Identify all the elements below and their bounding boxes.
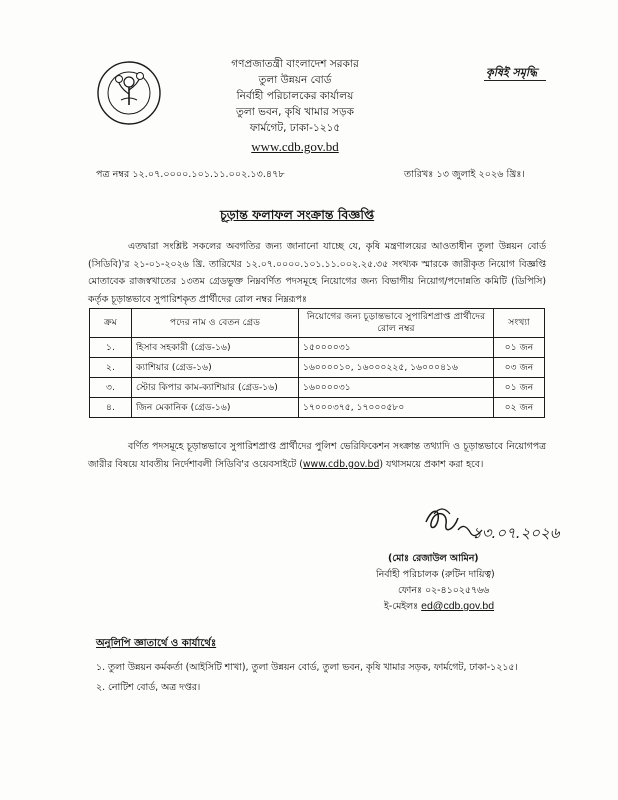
closing-paragraph <box>88 438 546 473</box>
header-count: সংখ্যা <box>494 309 545 338</box>
signatory-phone: ফোনঃ ০২-৪১০২৫৭৬৬ <box>398 585 490 596</box>
row-roll-numbers: ১৭০০০৩৭৫, ১৭০০০৫৮০ <box>299 398 494 418</box>
table-header-row <box>90 309 545 338</box>
handwritten-date: ১৩.০৭.২০২৬ <box>472 524 560 542</box>
cdb-logo <box>96 60 162 126</box>
row-count: ০২ জন <box>494 398 545 418</box>
cc-title: অনুলিপি জ্ঞাতার্থে ও কার্যার্থেঃ <box>96 638 217 649</box>
row-roll-numbers: ১৬০০০০১০, ১৬০০০২২৫, ১৬০০০৪১৬ <box>299 358 494 378</box>
table-row <box>90 358 545 378</box>
table-row <box>90 378 545 398</box>
closing-text-after: ) যথাসময়ে প্রকাশ করা হবে। <box>379 458 484 470</box>
cc-item: ১. তুলা উন্নয়ন কর্মকর্তা (আইসিটি শাখা), তুলা উন্নয়ন বোর্ড, তুলা ভবন, কৃষি খামার সড়ক, ফার্মগেট, ঢাকা-১২১৫। <box>96 662 518 673</box>
closing-website-link[interactable]: www.cdb.gov.bd <box>302 458 380 470</box>
row-count: ০৩ জন <box>494 358 545 378</box>
signatory-name: (মোঃ রেজাউল আমিন) <box>388 553 479 564</box>
row-post: হিসাব সহকারী (গ্রেড-১৬) <box>132 338 299 358</box>
table-row <box>90 398 545 418</box>
header-post: পদের নাম ও বেতন গ্রেড <box>132 309 299 338</box>
table-row <box>90 338 545 358</box>
row-count: ০১ জন <box>494 338 545 358</box>
email-link[interactable]: ed@cdb.gov.bd <box>421 600 495 612</box>
signatory-email <box>384 599 494 614</box>
row-count: ০১ জন <box>494 378 545 398</box>
memo-number: পত্র নম্বর ১২.০৭.০০০০.১০১.১১.০০২.১৩.৪৭৮ <box>96 169 285 180</box>
row-serial: ৩. <box>90 378 132 398</box>
header-office: নির্বাহী পরিচালকের কার্যালয় <box>236 90 354 102</box>
header-address-line1: তুলা ভবন, কৃষি খামার সড়ক <box>236 106 354 118</box>
handwritten-signature <box>420 500 570 550</box>
memo-date: তারিখঃ ১৩ জুলাই ২০২৬ খ্রিঃ। <box>404 169 525 180</box>
row-post: ক্যাশিয়ার (গ্রেড-১৬) <box>132 358 299 378</box>
closing-text-before: বর্ণিত পদসমূহে চূড়ান্তভাবে সুপারিশপ্রাপ্ত প্রার্থীদের পুলিশ ভেরিফিকেশন সংক্রান্ত তথ্যাদি ও চূড়ান্তভাবে নিয়োগপত্র জারীর বিষয়ে যাবতীয় নির্দেশাবলী সিডিবি'র ওয়েবসাইটে ( <box>88 441 546 470</box>
header-government: গণপ্রজাতন্ত্রী বাংলাদেশ সরকার <box>231 58 359 70</box>
tagline-underline <box>484 80 546 81</box>
header-roll-numbers: নিয়োগের জন্য চূড়ান্তভাবে সুপারিশপ্রাপ্ত প্রার্থীদের রোল নম্বর <box>299 309 494 338</box>
row-serial: ১. <box>90 338 132 358</box>
row-post: স্টোর কিপার কাম-ক্যাশিয়ার (গ্রেড-১৬) <box>132 378 299 398</box>
row-serial: ২. <box>90 358 132 378</box>
header-address-line2: ফার্মগেট, ঢাকা-১২১৫ <box>249 122 341 134</box>
tagline: কৃষিই সমৃদ্ধি <box>486 66 538 79</box>
header-website-link[interactable]: www.cdb.gov.bd <box>251 139 339 154</box>
notice-title: চূড়ান্ত ফলাফল সংক্রান্ত বিজ্ঞপ্তি <box>220 207 375 222</box>
intro-paragraph: এতদ্বারা সংশ্লিষ্ট সকলের অবগতির জন্য জানানো যাচ্ছে যে, কৃষি মন্ত্রণালয়ের আওতাধীন তুলা উন্নয়ন বোর্ড (সিডিবি)'র ২১-০১-২০২৬ খ্রি. তারিখের ১২.০৭.০০০০.১০১.১১.০০২.২৫.৩৫ সংখ্যক স্মারকে জারীকৃত নিয়োগ বিজ্ঞপ্তি মোতাবেক রাজস্বখাতের ১৩তম গ্রেডভুক্ত নিম্নবর্ণিত পদসমূহে নিয়োগের জন্য বিভাগীয় নিয়োগ/পদোন্নতি কমিটি (ডিপিসি) কর্তৃক চূড়ান্তভাবে সুপারিশকৃত প্রার্থীদের রোল নম্বর নিম্নরূপঃ <box>88 241 546 305</box>
cc-item: ২. নোটিশ বোর্ড, অত্র দপ্তর। <box>96 682 201 693</box>
row-post: জিন মেকানিক (গ্রেড-১৬) <box>132 398 299 418</box>
row-roll-numbers: ১৫০০০০৩১ <box>299 338 494 358</box>
results-table <box>89 308 545 418</box>
header-board: তুলা উন্নয়ন বোর্ড <box>258 74 332 86</box>
signatory-designation: নির্বাহী পরিচালক (রুটিন দায়িত্ব) <box>376 569 495 580</box>
email-label: ই-মেইলঃ <box>384 601 419 612</box>
row-roll-numbers: ১৬০০০০৩১ <box>299 378 494 398</box>
row-serial: ৪. <box>90 398 132 418</box>
header-serial: ক্রম <box>90 309 132 338</box>
